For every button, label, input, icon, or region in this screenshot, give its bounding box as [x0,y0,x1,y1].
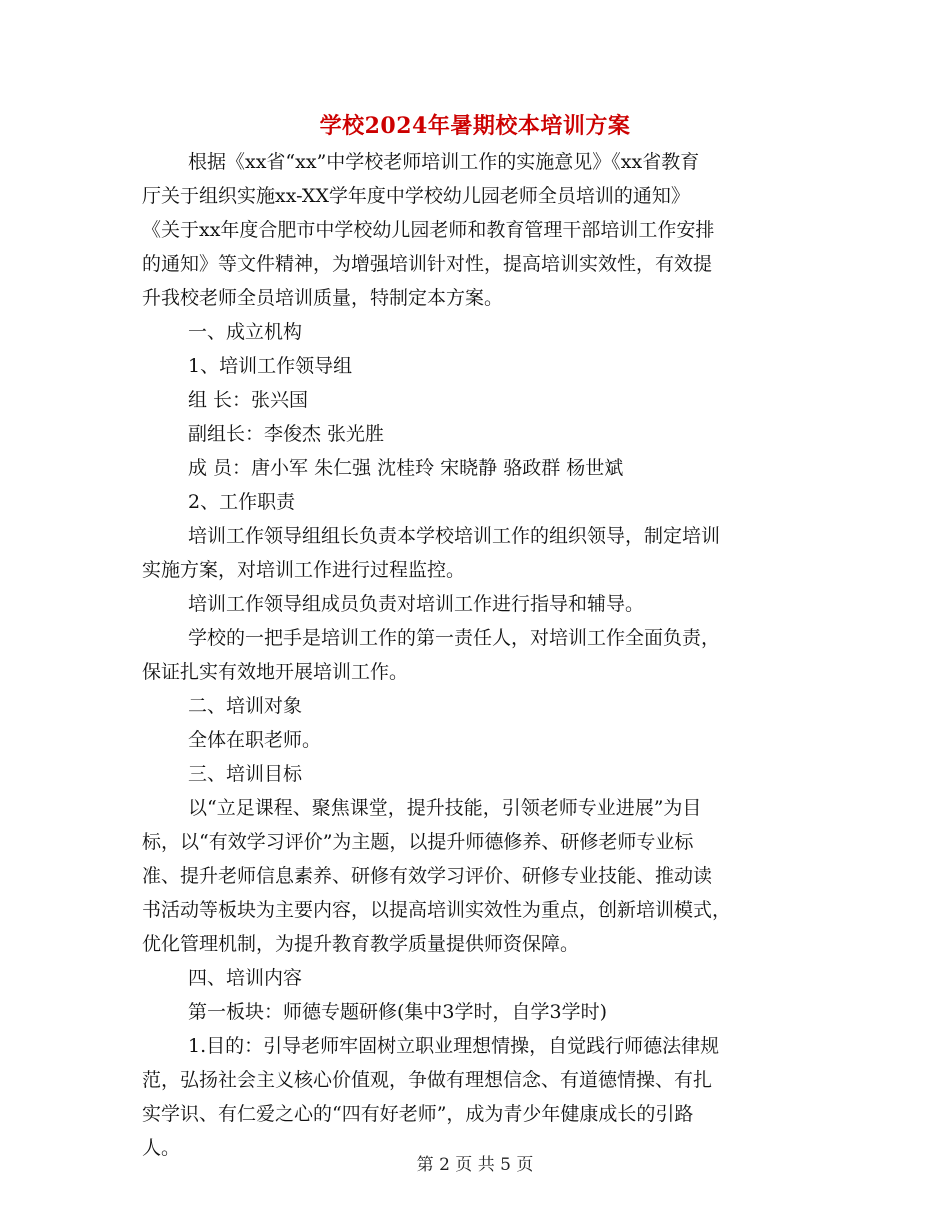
text-line: 的通知》等文件精神，为增强培训针对性，提高培训实效性，有效提 [142,253,713,275]
text-line: 2、工作职责 [188,491,296,513]
text-line: 1、培训工作领导组 [188,355,353,377]
text-line: 实学识、有仁爱之心的“四有好老师”，成为青少年健康成长的引路 [142,1103,694,1125]
text-line: 四、培训内容 [188,967,303,989]
text-line: 标，以“有效学习评价”为主题，以提升师德修养、研修老师专业标 [142,831,694,853]
text-line: 范，弘扬社会主义核心价值观，争做有理想信念、有道德情操、有扎 [142,1069,713,1091]
text-line: 准、提升老师信息素养、研修有效学习评价、研修专业技能、推动读 [142,865,713,887]
text-line: 二、培训对象 [188,695,303,717]
document-body [142,145,802,1165]
text-line: 第一板块：师德专题研修(集中3学时，自学3学时) [188,1001,608,1023]
text-line: 1.目的：引导老师牢固树立职业理想情操，自觉践行师德法律规 [188,1035,720,1057]
text-line: 副组长：李俊杰 张光胜 [188,423,385,445]
text-line: 培训工作领导组组长负责本学校培训工作的组织领导，制定培训 [188,525,721,547]
text-line: 根据《xx省“xx”中学校老师培训工作的实施意见》《xx省教育 [188,151,700,173]
text-line: 《关于xx年度合肥市中学校幼儿园老师和教育管理干部培训工作安排 [142,219,715,241]
text-line: 培训工作领导组成员负责对培训工作进行指导和辅导。 [188,593,645,615]
text-line: 组 长：张兴国 [188,389,309,411]
text-line: 三、培训目标 [188,763,303,785]
text-line: 以“立足课程、聚焦课堂，提升技能，引领老师专业进展”为目 [188,797,702,819]
text-line: 升我校老师全员培训质量，特制定本方案。 [142,287,504,309]
text-line: 全体在职老师。 [188,729,322,751]
text-line: 保证扎实有效地开展培训工作。 [142,661,409,683]
text-line: 一、成立机构 [188,321,303,343]
text-line: 书活动等板块为主要内容，以提高培训实效性为重点，创新培训模式， [142,899,732,921]
text-line: 优化管理机制，为提升教育教学质量提供师资保障。 [142,933,580,955]
text-line: 厅关于组织实施xx-XX学年度中学校幼儿园老师全员培训的通知》 [142,185,690,207]
text-line: 学校的一把手是培训工作的第一责任人，对培训工作全面负责， [188,627,721,649]
text-line: 实施方案，对培训工作进行过程监控。 [142,559,466,581]
document-title: 学校2024年暑期校本培训方案 [319,113,631,139]
text-line: 成 员：唐小军 朱仁强 沈桂玲 宋晓静 骆政群 杨世斌 [188,457,624,479]
text-line: 人。 [142,1137,181,1159]
page-footer: 第 2 页 共 5 页 [416,1155,534,1175]
